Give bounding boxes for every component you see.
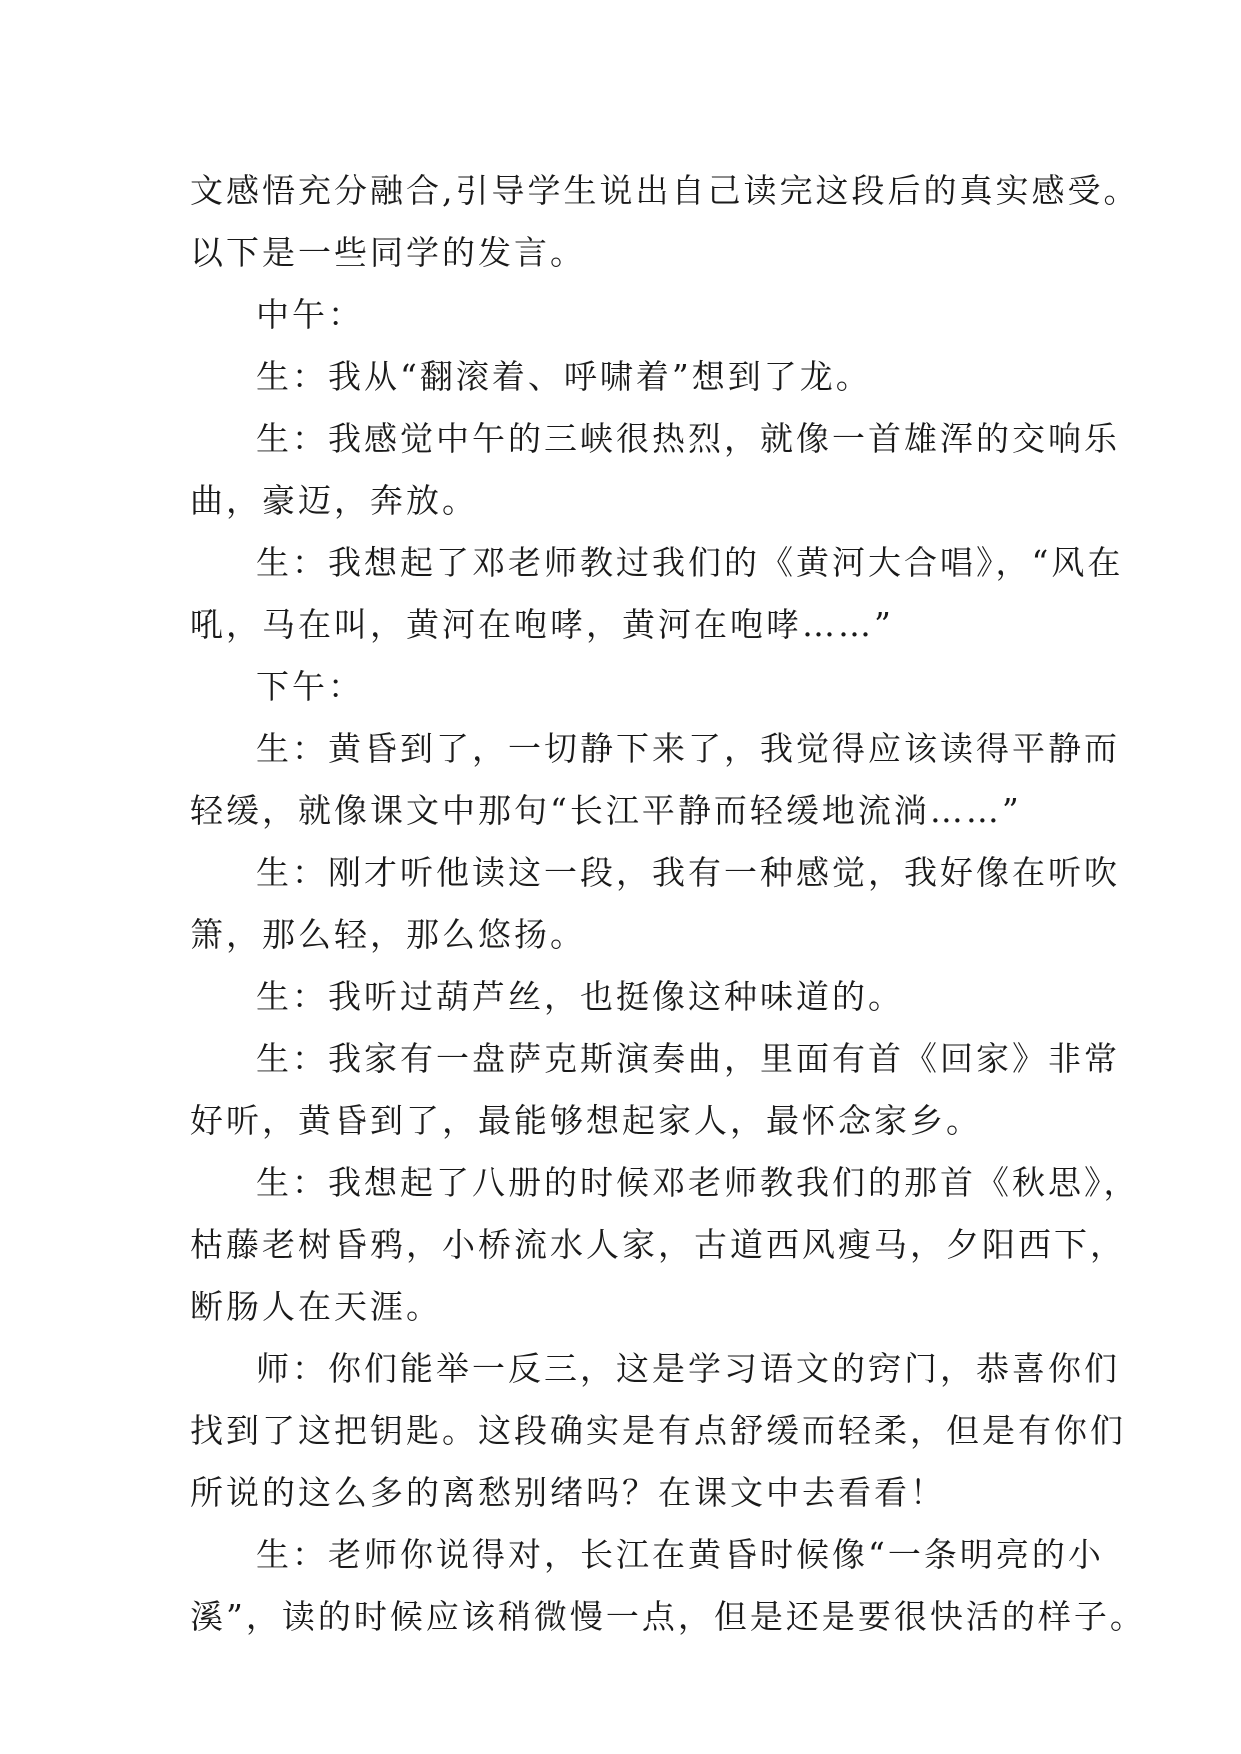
text-line: 吼，马在叫，黄河在咆哮，黄河在咆哮……” [190, 605, 894, 644]
text-line: 生：我想起了邓老师教过我们的《黄河大合唱》，“风在 [256, 543, 1124, 582]
text-line: 溪”，读的时候应该稍微慢一点，但是还是要很快活的样子。 [190, 1597, 1146, 1636]
text-line: 箫，那么轻，那么悠扬。 [190, 915, 586, 954]
text-line: 生：黄昏到了，一切静下来了，我觉得应该读得平静而 [256, 729, 1120, 768]
text-line: 生：刚才听他读这一段，我有一种感觉，我好像在听吹 [256, 853, 1120, 892]
text-line: 好听，黄昏到了，最能够想起家人，最怀念家乡。 [190, 1101, 982, 1140]
text-line: 生：我想起了八册的时候邓老师教我们的那首《秋思》， [256, 1163, 1140, 1202]
section-heading-afternoon: 下午： [256, 667, 364, 706]
text-line: 断肠人在天涯。 [190, 1287, 442, 1326]
text-line: 曲，豪迈，奔放。 [190, 481, 478, 520]
text-line: 生：我从“翻滚着、呼啸着”想到了龙。 [256, 357, 872, 396]
text-line: 枯藤老树昏鸦，小桥流水人家，古道西风瘦马，夕阳西下， [190, 1225, 1126, 1264]
text-line: 文感悟充分融合,引导学生说出自己读完这段后的真实感受。 [190, 171, 1140, 210]
text-line: 所说的这么多的离愁别绪吗？在课文中去看看！ [190, 1473, 946, 1512]
text-line: 生：我听过葫芦丝，也挺像这种味道的。 [256, 977, 904, 1016]
text-line: 生：我家有一盘萨克斯演奏曲，里面有首《回家》非常 [256, 1039, 1120, 1078]
text-line: 师：你们能举一反三，这是学习语文的窍门，恭喜你们 [256, 1349, 1120, 1388]
text-line: 生：老师你说得对，长江在黄昏时候像“一条明亮的小 [256, 1535, 1104, 1574]
text-line: 生：我感觉中午的三峡很热烈，就像一首雄浑的交响乐 [256, 419, 1120, 458]
text-line: 找到了这把钥匙。这段确实是有点舒缓而轻柔，但是有你们 [190, 1411, 1126, 1450]
text-line: 以下是一些同学的发言。 [190, 233, 586, 272]
section-heading-noon: 中午： [256, 295, 364, 334]
text-line: 轻缓，就像课文中那句“长江平静而轻缓地流淌……” [190, 791, 1022, 830]
document-body [190, 160, 1146, 1648]
